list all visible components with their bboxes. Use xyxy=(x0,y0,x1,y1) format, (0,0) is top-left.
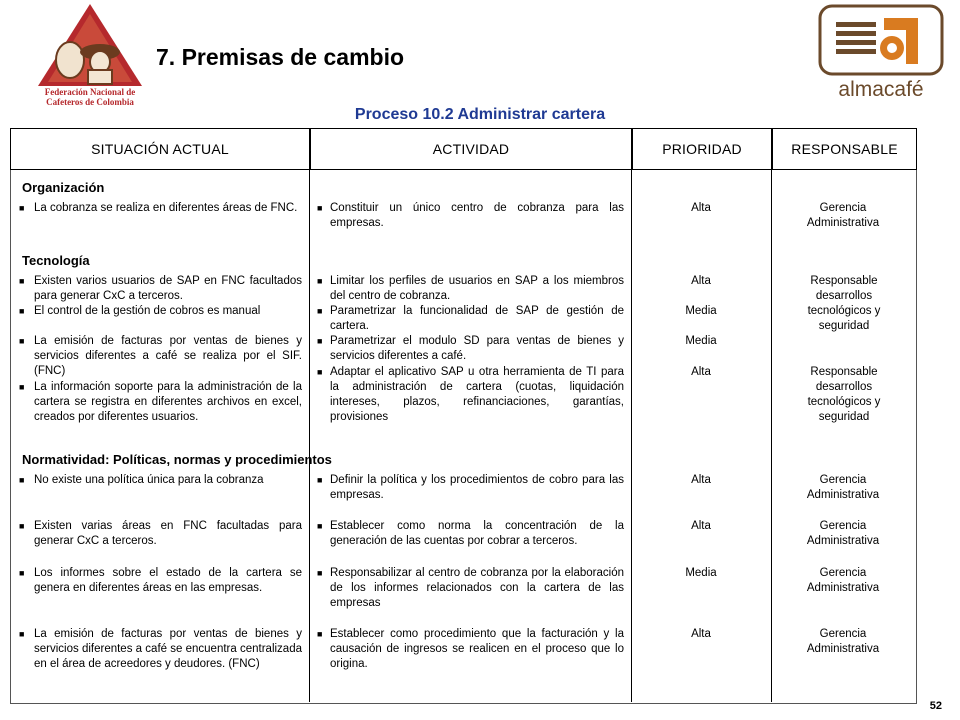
column-header-situacion: SITUACIÓN ACTUAL xyxy=(10,128,310,170)
prioridad-cell: Media xyxy=(685,305,717,317)
fnc-logo xyxy=(30,2,150,106)
section-heading-organizacion: Organización xyxy=(22,180,105,195)
prioridad-cell: Media xyxy=(685,335,717,347)
responsable-cell: Gerencia Administrativa xyxy=(806,474,880,501)
bullet-icon: ■ xyxy=(19,475,25,485)
situacion-cell: El control de la gestión de cobros es manual xyxy=(34,305,261,317)
prioridad-cell: Alta xyxy=(691,474,711,486)
prioridad-cell: Media xyxy=(685,567,717,579)
bullet-icon: ■ xyxy=(19,521,25,531)
actividad-cell: Establecer como norma la concentración de la generación de las cuentas por cobrar a terceros. xyxy=(330,520,624,547)
situacion-cell: Existen varias áreas en FNC facultadas para generar CxC a terceros. xyxy=(34,520,302,547)
actividad-cell: Definir la política y los procedimientos de cobro para las empresas. xyxy=(330,474,624,501)
responsable-cell: Gerencia Administrativa xyxy=(806,520,880,547)
situacion-cell: La información soporte para la administración de la cartera se registra en diferentes archivos en excel, creados por diferentes usuarios. xyxy=(34,381,302,423)
bullet-icon: ■ xyxy=(19,382,25,392)
responsable-cell: Gerencia Administrativa xyxy=(806,202,880,229)
bullet-icon: ■ xyxy=(19,629,25,639)
actividad-cell: Parametrizar la funcionalidad de SAP de gestión de cartera. xyxy=(330,305,624,332)
bullet-icon: ■ xyxy=(317,276,323,286)
actividad-cell: Adaptar el aplicativo SAP u otra herramienta de TI para la administración de cartera (cuotas, liquidación intereses, plazos, refinanciaciones, garantías, provisiones xyxy=(330,366,624,423)
situacion-cell: La emisión de facturas por ventas de bienes y servicios diferentes a café se encuentra centralizada en el área de acreedores y deudores. (FNC) xyxy=(34,628,302,670)
actividad-cell: Responsabilizar al centro de cobranza por la elaboración de los informes relacionados con la cartera de las empresas xyxy=(330,567,624,609)
almacafe-logo xyxy=(818,4,944,102)
section-heading-normatividad: Normatividad: Políticas, normas y procedimientos xyxy=(22,452,332,467)
page-subtitle: Proceso 10.2 Administrar cartera xyxy=(354,106,606,123)
bullet-icon: ■ xyxy=(19,306,25,316)
bullet-icon: ■ xyxy=(19,568,25,578)
bullet-icon: ■ xyxy=(317,475,323,485)
column-header-prioridad: PRIORIDAD xyxy=(632,128,772,170)
bullet-icon: ■ xyxy=(317,521,323,531)
situacion-cell: La cobranza se realiza en diferentes áreas de FNC. xyxy=(34,202,298,214)
page-title: 7. Premisas de cambio xyxy=(156,44,405,70)
prioridad-cell: Alta xyxy=(691,366,711,378)
svg-text:almacafé: almacafé xyxy=(838,78,924,101)
actividad-cell: Constituir un único centro de cobranza para las empresas. xyxy=(330,202,624,229)
column-divider xyxy=(771,168,772,702)
prioridad-cell: Alta xyxy=(691,628,711,640)
svg-text:Federación Nacional de: Federación Nacional de xyxy=(44,87,136,97)
responsable-cell: Gerencia Administrativa xyxy=(806,567,880,594)
bullet-icon: ■ xyxy=(317,203,323,213)
situacion-cell: No existe una política única para la cobranza xyxy=(34,474,264,486)
bullet-icon: ■ xyxy=(317,306,323,316)
prioridad-cell: Alta xyxy=(691,202,711,214)
bullet-icon: ■ xyxy=(317,568,323,578)
responsable-cell: Gerencia Administrativa xyxy=(806,628,880,655)
svg-text:Cafeteros de Colombia: Cafeteros de Colombia xyxy=(46,97,134,106)
actividad-cell: Limitar los perfiles de usuarios en SAP a los miembros del centro de cobranza. xyxy=(330,275,624,302)
bullet-icon: ■ xyxy=(19,203,25,213)
prioridad-cell: Alta xyxy=(691,275,711,287)
prioridad-cell: Alta xyxy=(691,520,711,532)
bullet-icon: ■ xyxy=(317,367,323,377)
bullet-icon: ■ xyxy=(19,336,25,346)
column-header-responsable: RESPONSABLE xyxy=(772,128,917,170)
responsable-cell: Responsable desarrollos tecnológicos y seguridad xyxy=(807,275,881,332)
section-heading-tecnologia: Tecnología xyxy=(22,253,90,268)
bullet-icon: ■ xyxy=(317,629,323,639)
column-divider xyxy=(631,168,632,702)
page-number: 52 xyxy=(929,700,942,712)
situacion-cell: Existen varios usuarios de SAP en FNC facultados para generar CxC a terceros. xyxy=(34,275,302,302)
column-header-actividad: ACTIVIDAD xyxy=(310,128,632,170)
bullet-icon: ■ xyxy=(317,336,323,346)
situacion-cell: Los informes sobre el estado de la cartera se genera en diferentes áreas en las empresas. xyxy=(34,567,302,594)
actividad-cell: Parametrizar el modulo SD para ventas de bienes y servicios diferentes a café. xyxy=(330,335,624,362)
responsable-cell: Responsable desarrollos tecnológicos y seguridad xyxy=(807,366,881,423)
bullet-icon: ■ xyxy=(19,276,25,286)
situacion-cell: La emisión de facturas por ventas de bienes y servicios diferentes a café se realiza por el SIF. (FNC) xyxy=(34,335,302,377)
actividad-cell: Establecer como procedimiento que la facturación y la causación de ingresos se realicen en el proceso que lo origina. xyxy=(330,628,624,670)
column-divider xyxy=(309,168,310,702)
